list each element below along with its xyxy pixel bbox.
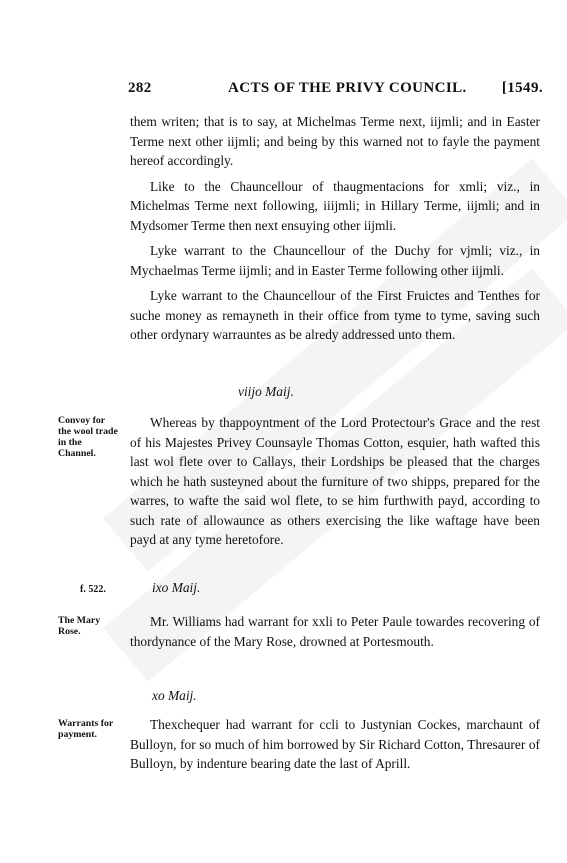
body-top [130, 112, 540, 351]
paragraph: Like to the Chauncellour of thaugmentacions for xmli; viz., in Michelmas Terme next following, iiijmli; in Hillary Terme, iijmli; and in Mydsomer Terme then next ensuying other iijmli. [130, 178, 540, 233]
entry-body [130, 715, 540, 780]
year-marker: [1549. [501, 80, 543, 96]
entry-date: xo Maij. [152, 688, 197, 703]
paragraph: Thexchequer had warrant for ccli to Justynian Cockes, marchaunt of Bulloyn, for so much of him borrowed by Sir Richard Cotton, Thresaurer of Bulloyn, by indenture bearing date the last of Aprill. [130, 717, 540, 771]
folio-reference: f. 522. [80, 584, 106, 595]
margin-note: The Mary Rose. [58, 615, 101, 637]
page-number: 282 [128, 80, 152, 96]
paragraph: Mr. Williams had warrant for xxli to Peter Paule towardes recovering of thordynance of the Mary Rose, drowned at Portesmouth. [130, 614, 540, 649]
paragraph: Whereas by thappoyntment of the Lord Protectour's Grace and the rest of his Majestes Privey Counsayle Thomas Cotton, esquier, hath wafted this last wol flete over to Callays, their Lordships be pleased that the charges which he hath susteyned about the furniture of two shipps, prepared for the warres, to wafte the said wol flete, to se him furthwith payd, according to such rate of allowaunce as others exercising the like waftage have been payd at any tyme heretofore. [130, 415, 540, 547]
paragraph: Lyke warrant to the Chauncellour of the Duchy for vjmli; viz., in Mychaelmas Terme iijmli; and in Easter Terme following other iijmli. [130, 243, 540, 278]
entry-body [130, 413, 540, 556]
margin-note: Convoy for the wool trade in the Channel. [58, 415, 118, 459]
paragraph: them writen; that is to say, at Michelmas Terme next, iijmli; and in Easter Terme next other iijmli; and being by this warned not to fayle the payment hereof accordingly. [130, 114, 540, 168]
running-title: ACTS OF THE PRIVY COUNCIL. [228, 80, 467, 96]
paragraph: Lyke warrant to the Chauncellour of the First Fruictes and Tenthes for suche money as remayneth in their office from tyme to tyme, saving such other ordynary warrauntes as be alredy addressed unto them. [130, 288, 540, 342]
entry-body [130, 612, 540, 657]
entry-date: ixo Maij. [152, 580, 201, 595]
entry-date: viijo Maij. [238, 384, 294, 399]
margin-note: Warrants for payment. [58, 718, 114, 740]
